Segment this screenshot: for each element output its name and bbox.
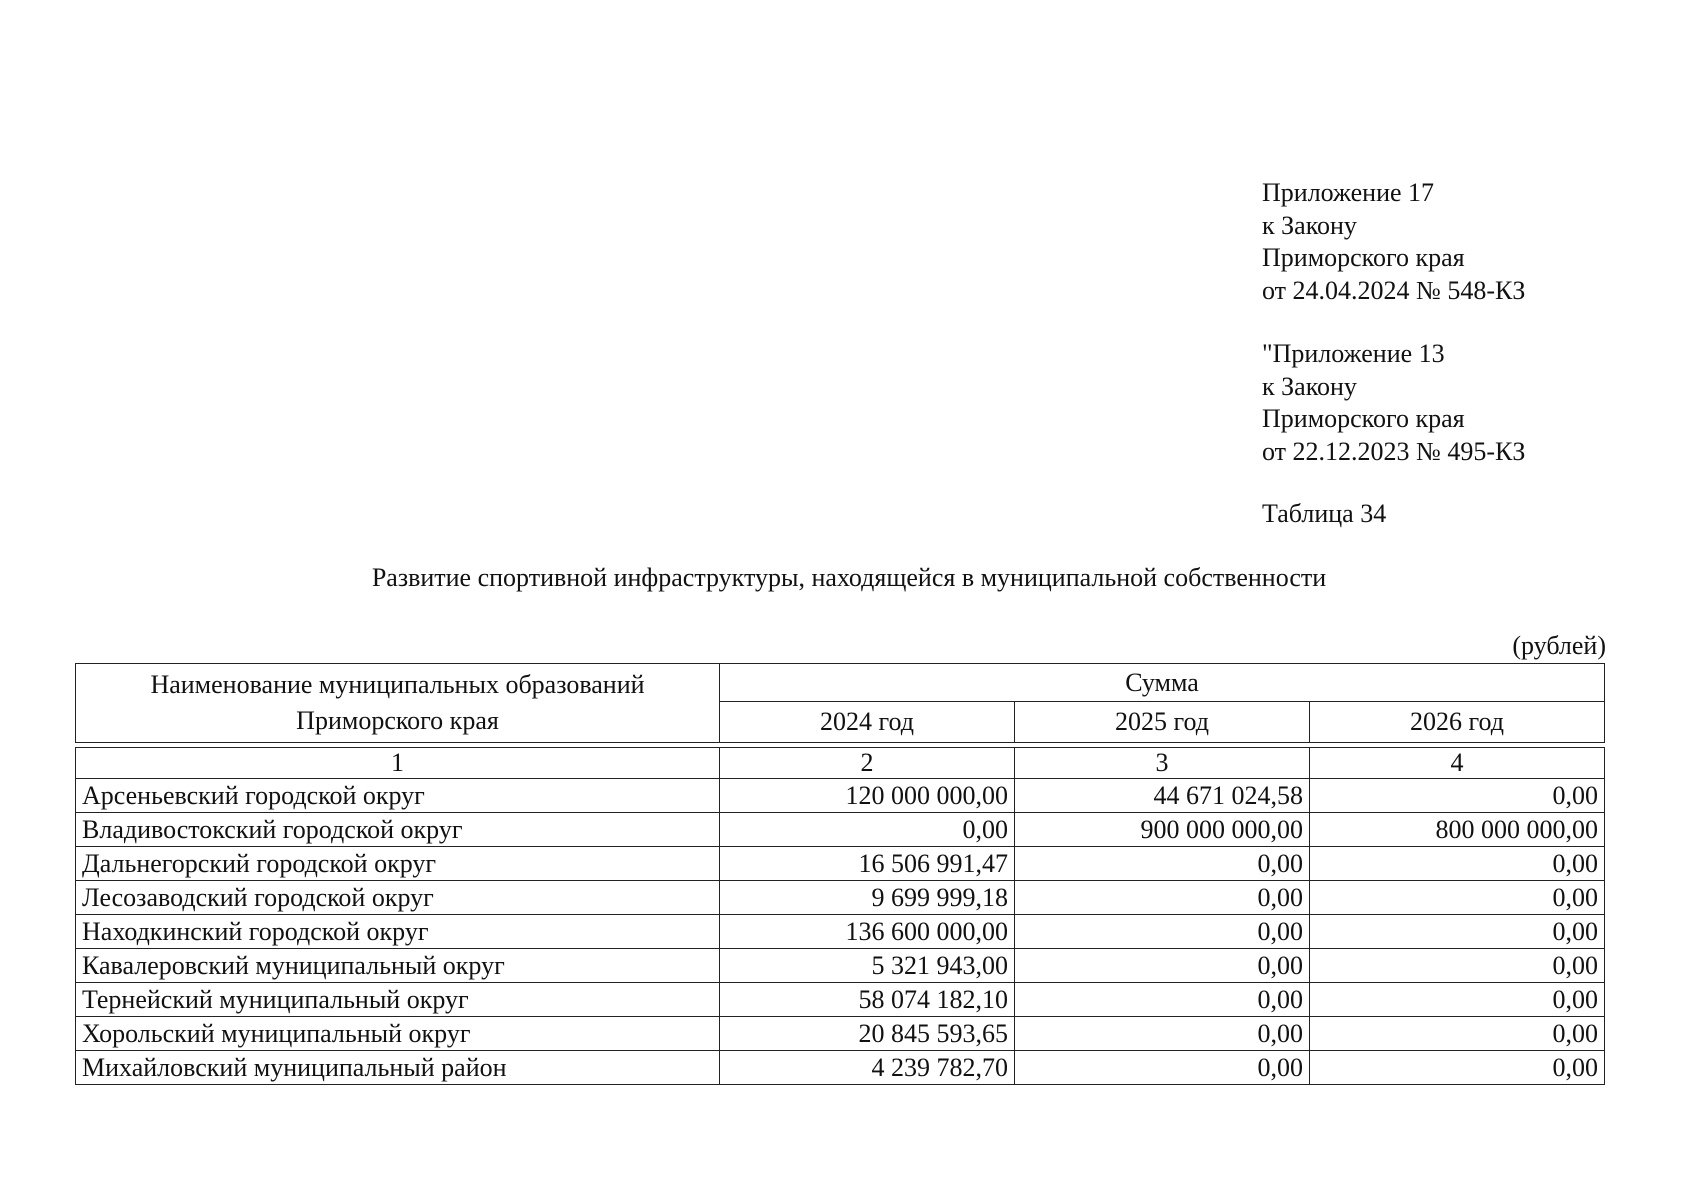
column-number: 2: [720, 748, 1015, 779]
municipality-name: Находкинский городской округ: [76, 915, 720, 949]
amount-cell: 0,00: [1310, 1017, 1605, 1051]
sum-header: Сумма: [720, 664, 1605, 702]
amount-cell: 0,00: [1015, 881, 1310, 915]
amount-cell: 44 671 024,58: [1015, 779, 1310, 813]
amount-cell: 136 600 000,00: [720, 915, 1015, 949]
amount-cell: 0,00: [1015, 847, 1310, 881]
appendix-line: от 24.04.2024 № 548-КЗ: [1262, 275, 1526, 305]
quoted-appendix-line: от 22.12.2023 № 495-КЗ: [1262, 436, 1526, 466]
amount-cell: 16 506 991,47: [720, 847, 1015, 881]
amount-cell: 5 321 943,00: [720, 949, 1015, 983]
table-row: [76, 949, 1605, 983]
table-row: [76, 1017, 1605, 1051]
data-table: [75, 663, 1605, 1085]
table-row: [76, 779, 1605, 813]
appendix-line: Приморского края: [1262, 243, 1465, 272]
table-number: Таблица 34: [1262, 499, 1387, 528]
amount-cell: 0,00: [1310, 983, 1605, 1017]
column-number: 3: [1015, 748, 1310, 779]
municipality-name: Лесозаводский городской округ: [76, 881, 720, 915]
quoted-appendix-line: к Закону: [1262, 371, 1357, 401]
amount-cell: 900 000 000,00: [1015, 813, 1310, 847]
amount-cell: 0,00: [1015, 915, 1310, 949]
table-row: [76, 915, 1605, 949]
quoted-appendix-reference: [1262, 338, 1525, 468]
amount-cell: 0,00: [1015, 1017, 1310, 1051]
appendix-reference: [1262, 177, 1525, 307]
amount-cell: 58 074 182,10: [720, 983, 1015, 1017]
amount-cell: 0,00: [720, 813, 1015, 847]
document-title: Развитие спортивной инфраструктуры, находящейся в муниципальной собственности: [371, 563, 1327, 592]
amount-cell: 0,00: [1015, 1051, 1310, 1085]
table-row: [76, 881, 1605, 915]
column-number: 4: [1310, 748, 1605, 779]
amount-cell: 20 845 593,65: [720, 1017, 1015, 1051]
header-row: [76, 664, 1605, 702]
name-header-line: Наименование муниципальных образований: [150, 670, 645, 699]
table-row: [76, 983, 1605, 1017]
units-label: (рублей): [1512, 631, 1606, 660]
amount-cell: 0,00: [1310, 847, 1605, 881]
amount-cell: 800 000 000,00: [1310, 813, 1605, 847]
year-header: 2024 год: [720, 702, 1015, 743]
amount-cell: 9 699 999,18: [720, 881, 1015, 915]
amount-cell: 0,00: [1310, 779, 1605, 813]
municipality-name: Дальнегорский городской округ: [76, 847, 720, 881]
amount-cell: 0,00: [1310, 881, 1605, 915]
year-header: 2026 год: [1310, 702, 1605, 743]
amount-cell: 0,00: [1015, 983, 1310, 1017]
year-header: 2025 год: [1015, 702, 1310, 743]
quoted-appendix-line: Приморского края: [1262, 404, 1465, 433]
amount-cell: 0,00: [1310, 949, 1605, 983]
amount-cell: 0,00: [1015, 949, 1310, 983]
municipality-name: Хорольский муниципальный округ: [76, 1017, 720, 1051]
column-number: 1: [76, 748, 720, 779]
amount-cell: 4 239 782,70: [720, 1051, 1015, 1085]
municipality-name: Владивостокский городской округ: [76, 813, 720, 847]
quoted-appendix-line: "Приложение 13: [1262, 339, 1445, 368]
municipality-name: Тернейский муниципальный округ: [76, 983, 720, 1017]
municipality-name: Кавалеровский муниципальный округ: [76, 949, 720, 983]
municipality-name: Арсеньевский городской округ: [76, 779, 720, 813]
amount-cell: 0,00: [1310, 915, 1605, 949]
amount-cell: 120 000 000,00: [720, 779, 1015, 813]
table-row: [76, 813, 1605, 847]
name-column-header: [76, 664, 720, 743]
amount-cell: 0,00: [1310, 1051, 1605, 1085]
column-number-row: [76, 748, 1605, 779]
appendix-line: к Закону: [1262, 210, 1357, 240]
table-row: [76, 847, 1605, 881]
municipality-name: Михайловский муниципальный район: [76, 1051, 720, 1085]
table-row: [76, 1051, 1605, 1085]
appendix-line: Приложение 17: [1262, 178, 1435, 207]
name-header-line: Приморского края: [296, 706, 499, 735]
